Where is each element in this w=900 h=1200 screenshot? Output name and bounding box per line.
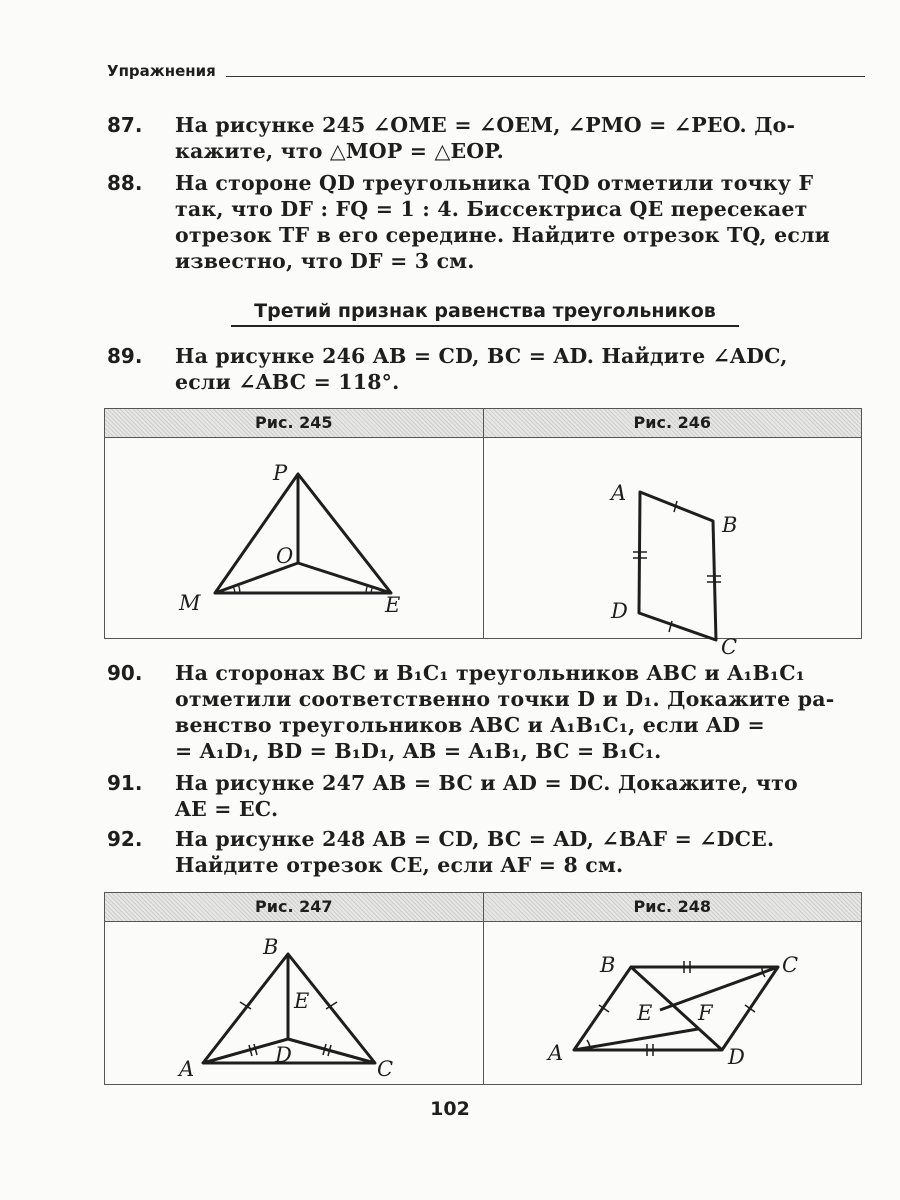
point-C-label: C xyxy=(377,1057,394,1081)
point-B-label: B xyxy=(599,953,615,977)
point-B-label: B xyxy=(263,935,279,959)
problem-line: На рисунке 247 AB = BC и AD = DC. Докажите, что xyxy=(175,771,798,795)
figure-title-247: Рис. 247 xyxy=(255,897,333,916)
header-title: Упражнения xyxy=(107,62,226,80)
problem-91 xyxy=(107,770,867,822)
header-rule xyxy=(225,76,865,77)
figure-title-246: Рис. 246 xyxy=(483,409,862,437)
point-A-label: A xyxy=(179,1057,195,1081)
problem-number: 89. xyxy=(107,344,143,368)
problem-line: На рисунке 248 AB = CD, BC = AD, ∠BAF = ∠DCE. xyxy=(175,827,775,851)
section-heading: Третий признак равенства треугольников xyxy=(231,300,739,327)
point-B-label: B xyxy=(721,513,737,537)
figure-247-drawing xyxy=(105,922,475,1084)
problem-line: венство треугольников ABC и A₁B₁C₁, если AD = xyxy=(175,713,765,737)
problem-number: 87. xyxy=(107,113,143,137)
figure-248 xyxy=(483,922,862,1084)
figure-246 xyxy=(483,438,862,659)
problem-89 xyxy=(107,343,867,395)
point-D-label: D xyxy=(610,599,628,623)
problem-line: На рисунке 246 AB = CD, BC = AD. Найдите ∠ADC, xyxy=(175,344,788,368)
problem-line: если ∠ABC = 118°. xyxy=(175,370,400,394)
figure-246-drawing xyxy=(484,438,868,659)
figure-table-245-246 xyxy=(104,408,862,659)
problem-line: так, что DF : FQ = 1 : 4. Биссектриса QE пересекает xyxy=(175,197,808,221)
problem-line: известно, что DF = 3 см. xyxy=(175,249,475,273)
figure-table-247-248 xyxy=(104,892,862,1085)
point-D-label: D xyxy=(727,1045,745,1069)
problem-number: 91. xyxy=(107,771,143,795)
problem-90 xyxy=(107,660,867,764)
point-F-label: F xyxy=(697,1001,713,1025)
problem-line: AE = EC. xyxy=(175,797,279,821)
figure-245-drawing xyxy=(105,438,475,638)
problem-line: = A₁D₁, BD = B₁D₁, AB = A₁B₁, BC = B₁C₁. xyxy=(175,739,662,763)
running-header xyxy=(107,62,865,86)
point-E-label: E xyxy=(385,593,401,617)
point-M-label: M xyxy=(179,591,201,615)
figure-245 xyxy=(105,438,483,638)
problem-line: кажите, что △MOP = △EOP. xyxy=(175,139,504,163)
problem-number: 92. xyxy=(107,827,143,851)
page-number: 102 xyxy=(430,1098,470,1120)
point-C-label: C xyxy=(781,953,798,977)
problem-number: 90. xyxy=(107,661,143,685)
figure-247 xyxy=(105,922,483,1084)
problem-line: На сторонах BC и B₁C₁ треугольников ABC и A₁B₁C₁ xyxy=(175,661,805,685)
point-O-label: O xyxy=(276,544,294,568)
figure-title-245: Рис. 245 xyxy=(255,413,333,432)
problem-92 xyxy=(107,826,867,878)
point-C-label: C xyxy=(720,635,737,659)
problem-line: Найдите отрезок CE, если AF = 8 см. xyxy=(175,853,624,877)
point-A-label: A xyxy=(610,481,626,505)
problem-line: На рисунке 245 ∠OME = ∠OEM, ∠PMO = ∠PEO. До- xyxy=(175,113,796,137)
problem-87 xyxy=(107,112,867,164)
problem-88 xyxy=(107,170,867,274)
point-E-label: E xyxy=(294,989,310,1013)
problem-line: отметили соответственно точки D и D₁. Докажите ра- xyxy=(175,687,835,711)
problem-number: 88. xyxy=(107,171,143,195)
point-E-label: E xyxy=(636,1001,652,1025)
problem-line: На стороне QD треугольника TQD отметили точку F xyxy=(175,171,814,195)
figure-title-248: Рис. 248 xyxy=(483,893,862,921)
point-P-label: P xyxy=(273,461,288,485)
figure-248-drawing xyxy=(484,922,868,1084)
problem-line: отрезок TF в его середине. Найдите отрезок TQ, если xyxy=(175,223,831,247)
point-A-label: A xyxy=(547,1041,563,1065)
point-D-label: D xyxy=(275,1043,292,1067)
